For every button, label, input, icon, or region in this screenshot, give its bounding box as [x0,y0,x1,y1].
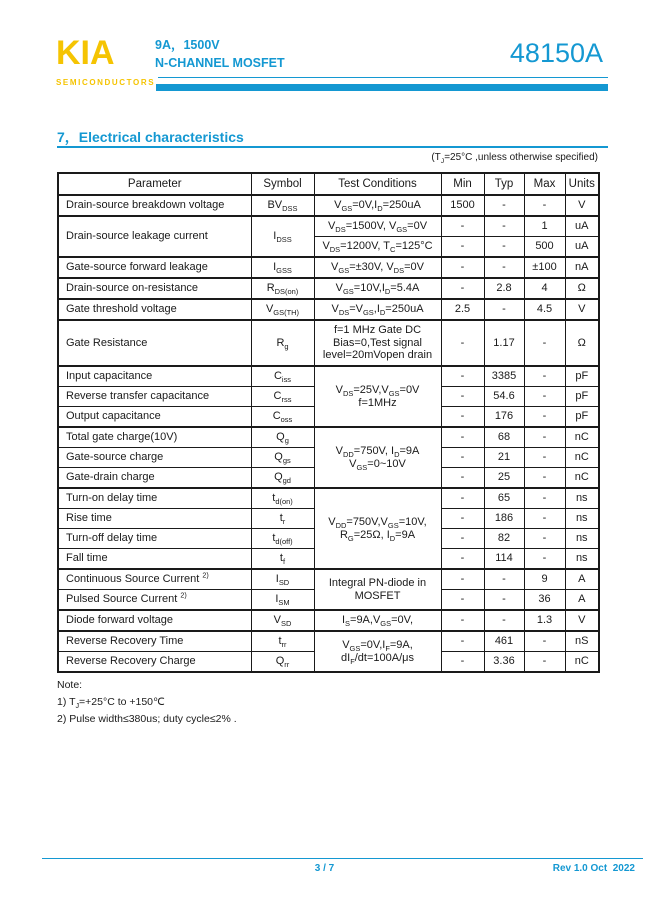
section-heading [57,127,244,147]
value-cell: - [441,631,484,652]
value-cell: ±100 [524,257,565,278]
parameter-cell: Fall time [58,549,251,570]
parameter-cell: Diode forward voltage [58,610,251,631]
value-cell: uA [565,216,599,237]
value-cell: 3.36 [484,652,524,673]
value-cell: A [565,569,599,590]
condition-cell: $V_{GS}=10V,I_D=5.4A$ [314,278,441,299]
ec-table-header-row [58,173,599,195]
value-cell: ns [565,529,599,549]
value-cell: 3385 [484,366,524,387]
product-rating: 9A，1500V [155,38,220,52]
value-cell: $I_{SM}$ [251,590,314,611]
value-cell: $R_g$ [251,320,314,366]
value-cell: 21 [484,448,524,468]
table-row [58,631,599,652]
parameter-cell: Rise time [58,509,251,529]
value-cell: ns [565,488,599,509]
value-cell: - [441,569,484,590]
value-cell: 1.17 [484,320,524,366]
value-cell: - [441,320,484,366]
value-cell: Ω [565,278,599,299]
value-cell: $Q_{gs}$ [251,448,314,468]
value-cell: Ω [565,320,599,366]
value-cell: nA [565,257,599,278]
value-cell: - [524,448,565,468]
value-cell: - [524,366,565,387]
value-cell: $I_{SD}$ [251,569,314,590]
brand-logo-text: KIA [56,34,115,72]
column-header: Symbol [251,173,314,195]
value-cell: - [441,278,484,299]
column-header: Min [441,173,484,195]
value-cell: 25 [484,468,524,489]
table-row [58,257,599,278]
condition-cell: $V_{DD}=750V,V_{GS}=10V$, $R_G=25\Omega$, $I_D=9A$ [314,488,441,569]
parameter-cell: Pulsed Source Current $^{2)}$ [58,590,251,611]
table-row [58,299,599,320]
value-cell: - [484,610,524,631]
parameter-cell: Reverse Recovery Time [58,631,251,652]
value-cell: - [484,299,524,320]
value-cell: - [441,387,484,407]
table-row [58,610,599,631]
value-cell: - [441,652,484,673]
section-underline [57,146,608,148]
parameter-cell: Turn-off delay time [58,529,251,549]
value-cell: $Q_{rr}$ [251,652,314,673]
header-rule-thick [156,84,608,91]
parameter-cell: Turn-on delay time [58,488,251,509]
value-cell: 82 [484,529,524,549]
value-cell: - [524,529,565,549]
value-cell: V [565,299,599,320]
parameter-cell: Continuous Source Current $^{2)}$ [58,569,251,590]
value-cell: - [441,427,484,448]
value-cell: - [441,407,484,428]
value-cell: - [524,468,565,489]
parameter-cell: Gate-source forward leakage [58,257,251,278]
value-cell: V [565,195,599,216]
value-cell: 461 [484,631,524,652]
value-cell: - [441,529,484,549]
table-row [58,569,599,590]
value-cell: 176 [484,407,524,428]
value-cell: - [441,448,484,468]
value-cell: 65 [484,488,524,509]
parameter-cell: Gate threshold voltage [58,299,251,320]
condition-cell: Integral PN-diode in MOSFET [314,569,441,610]
value-cell: 2.8 [484,278,524,299]
value-cell: $Q_g$ [251,427,314,448]
condition-cell: f=1 MHz Gate DC Bias=0,Test signal level=20mVopen drain [314,320,441,366]
product-subtitle [155,36,285,72]
parameter-cell: Input capacitance [58,366,251,387]
condition-cell: $V_{DS}=V_{GS},I_D=250uA$ [314,299,441,320]
value-cell: - [484,237,524,258]
notes-block [57,677,598,727]
value-cell: $C_{oss}$ [251,407,314,428]
value-cell: 2.5 [441,299,484,320]
section-title: Electrical characteristics [78,129,244,145]
value-cell: - [524,387,565,407]
condition-cell: $V_{DD}=750V$, $I_D=9A$ $V_{GS}=0\sim 10V$ [314,427,441,488]
value-cell: - [484,257,524,278]
value-cell: - [441,216,484,237]
main-content [57,172,598,727]
parameter-cell: Reverse Recovery Charge [58,652,251,673]
value-cell: $BV_{DSS}$ [251,195,314,216]
value-cell: nC [565,427,599,448]
brand-logo-subtext: SEMICONDUCTORS [56,78,156,87]
parameter-cell: Gate-drain charge [58,468,251,489]
value-cell: - [524,195,565,216]
value-cell: $t_r$ [251,509,314,529]
column-header: Typ [484,173,524,195]
product-type: N-CHANNEL MOSFET [155,56,285,70]
note-label: Note: [57,679,83,691]
column-header: Max [524,173,565,195]
value-cell: - [441,237,484,258]
value-cell: - [441,468,484,489]
ec-table [57,172,600,673]
value-cell: pF [565,366,599,387]
value-cell: $t_{rr}$ [251,631,314,652]
table-row [58,278,599,299]
value-cell: - [524,631,565,652]
footer-rule [42,858,643,859]
value-cell: 9 [524,569,565,590]
value-cell: uA [565,237,599,258]
value-cell: - [441,610,484,631]
column-header: Test Conditions [314,173,441,195]
value-cell: nC [565,448,599,468]
note-item-1: 1) $T_J=+25^\circ C$ to +150℃ [57,695,165,710]
table-row [58,216,599,237]
parameter-cell: Drain-source on-resistance [58,278,251,299]
value-cell: 68 [484,427,524,448]
parameter-cell: Gate-source charge [58,448,251,468]
value-cell: - [484,216,524,237]
section-number: 7， [57,129,79,145]
value-cell: $V_{GS(TH)}$ [251,299,314,320]
value-cell: 54.6 [484,387,524,407]
table-row [58,488,599,509]
condition-cell: $V_{DS}=1500V$, $V_{GS}=0V$ [314,216,441,237]
condition-cell: $V_{DS}=1200V$, $T_C=125^\circ C$ [314,237,441,258]
value-cell: pF [565,387,599,407]
value-cell: $C_{iss}$ [251,366,314,387]
value-cell: $t_{d(on)}$ [251,488,314,509]
value-cell: - [441,257,484,278]
condition-cell: $V_{GS}=0V,I_D=250uA$ [314,195,441,216]
condition-cell: $I_S=9A,V_{GS}=0V$, [314,610,441,631]
value-cell: - [524,320,565,366]
value-cell: ns [565,509,599,529]
parameter-cell: Total gate charge(10V) [58,427,251,448]
value-cell: $I_{GSS}$ [251,257,314,278]
value-cell: - [441,590,484,611]
condition-cell: $V_{DS}=25V,V_{GS}=0V$ f=1MHz [314,366,441,427]
value-cell: 1500 [441,195,484,216]
condition-note: ($T_J=25^\circ C$ ,unless otherwise specified) [431,152,598,165]
table-row [58,320,599,366]
value-cell: - [524,488,565,509]
value-cell: - [524,509,565,529]
header-rule-thin [158,77,608,78]
value-cell: 1.3 [524,610,565,631]
value-cell: 4 [524,278,565,299]
value-cell: 1 [524,216,565,237]
value-cell: - [441,509,484,529]
parameter-cell: Gate Resistance [58,320,251,366]
value-cell: $Q_{gd}$ [251,468,314,489]
value-cell: ns [565,549,599,570]
condition-cell: $V_{GS}=0V,I_F=9A$, $dI_F/dt=100A/\mu s$ [314,631,441,672]
value-cell: V [565,610,599,631]
column-header: Units [565,173,599,195]
parameter-cell: Drain-source leakage current [58,216,251,257]
value-cell: - [484,569,524,590]
value-cell: A [565,590,599,611]
table-row [58,427,599,448]
table-row [58,366,599,387]
value-cell: - [524,549,565,570]
value-cell: - [441,366,484,387]
value-cell: - [484,590,524,611]
value-cell: 186 [484,509,524,529]
value-cell: 36 [524,590,565,611]
value-cell: pF [565,407,599,428]
value-cell: - [524,652,565,673]
value-cell: 500 [524,237,565,258]
value-cell: $t_{d(off)}$ [251,529,314,549]
revision-label: Rev 1.0 Oct 2022 [552,863,635,874]
value-cell: 4.5 [524,299,565,320]
part-number: 48150A [509,38,603,68]
value-cell: 114 [484,549,524,570]
table-row [58,195,599,216]
value-cell: nC [565,652,599,673]
parameter-cell: Output capacitance [58,407,251,428]
value-cell: - [484,195,524,216]
value-cell: $C_{rss}$ [251,387,314,407]
ec-table-body [58,195,599,672]
value-cell: $t_f$ [251,549,314,570]
value-cell: nC [565,468,599,489]
condition-cell: $V_{GS}=\pm 30V$, $V_{DS}=0V$ [314,257,441,278]
value-cell: $V_{SD}$ [251,610,314,631]
value-cell: $R_{DS(on)}$ [251,278,314,299]
page-number: 3 / 7 [314,863,335,874]
ec-table-head [58,173,599,195]
value-cell: - [441,549,484,570]
parameter-cell: Reverse transfer capacitance [58,387,251,407]
column-header: Parameter [58,173,251,195]
note-item-2: 2) Pulse width≤380us; duty cycle≤2% . [57,712,237,725]
parameter-cell: Drain-source breakdown voltage [58,195,251,216]
value-cell: nS [565,631,599,652]
value-cell: $I_{DSS}$ [251,216,314,257]
value-cell: - [524,407,565,428]
value-cell: - [441,488,484,509]
value-cell: - [524,427,565,448]
